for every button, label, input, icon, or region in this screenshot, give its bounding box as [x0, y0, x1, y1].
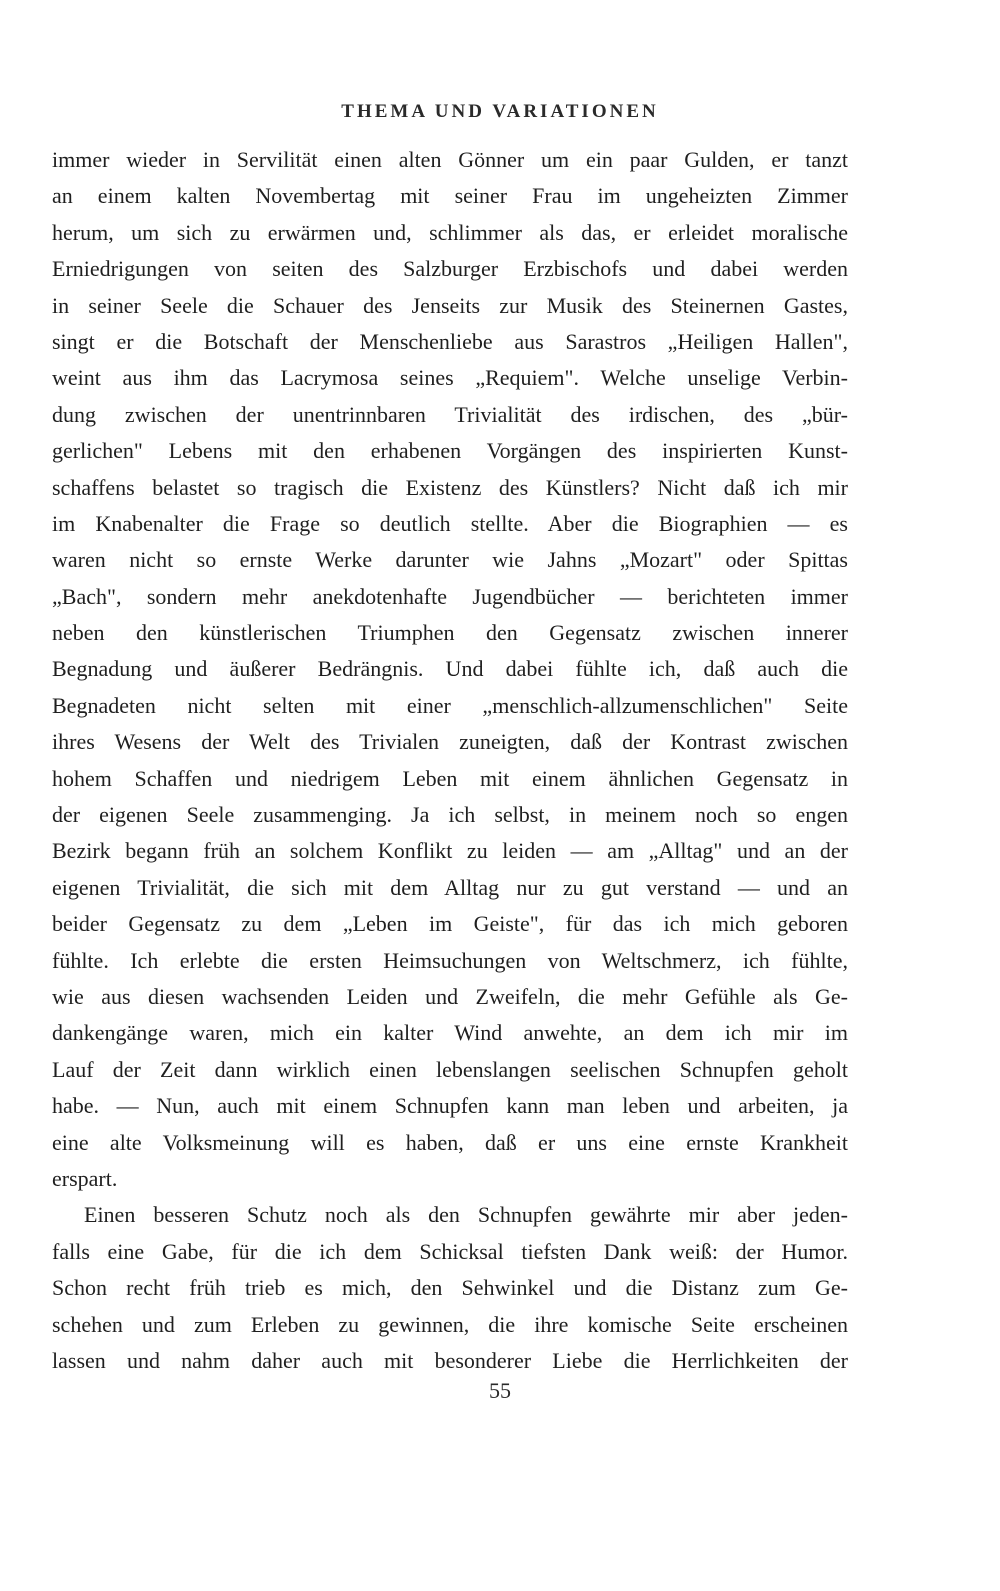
- text-line: an einem kalten Novembertag mit seiner Frau im ungeheizten Zimmer: [52, 183, 848, 209]
- text-line: Begnadeten nicht selten mit einer „menschlich-allzumenschlichen" Seite: [52, 692, 848, 718]
- text-line: schehen und zum Erleben zu gewinnen, die ihre komische Seite erscheinen: [52, 1311, 848, 1337]
- text-line: falls eine Gabe, für die ich dem Schicksal tiefsten Dank weiß: der Humor.: [52, 1238, 848, 1264]
- text-line: fühlte. Ich erlebte die ersten Heimsuchungen von Weltschmerz, ich fühlte,: [52, 947, 848, 973]
- text-line: schaffens belastet so tragisch die Existenz des Künstlers? Nicht daß ich mir: [52, 474, 848, 500]
- page-number: 55: [489, 1378, 511, 1403]
- text-line: eigenen Trivialität, die sich mit dem Alltag nur zu gut verstand — und an: [52, 874, 848, 900]
- text-line: lassen und nahm daher auch mit besonderer Liebe die Herrlichkeiten der: [52, 1347, 848, 1373]
- text-line: „Bach", sondern mehr anekdotenhafte Jugendbücher — berichteten immer: [52, 583, 848, 609]
- text-line: Begnadung und äußerer Bedrängnis. Und dabei fühlte ich, daß auch die: [52, 656, 848, 682]
- text-line: dankengänge waren, mich ein kalter Wind anwehte, an dem ich mir im: [52, 1020, 848, 1046]
- text-line: Schon recht früh trieb es mich, den Sehwinkel und die Distanz zum Ge-: [52, 1275, 848, 1301]
- text-line: eine alte Volksmeinung will es haben, daß er uns eine ernste Krankheit: [52, 1129, 848, 1155]
- text-line: Erniedrigungen von seiten des Salzburger Erzbischofs und dabei werden: [52, 256, 848, 282]
- text-line: gerlichen" Lebens mit den erhabenen Vorgängen des inspirierten Kunst-: [52, 438, 848, 464]
- text-line: Lauf der Zeit dann wirklich einen lebenslangen seelischen Schnupfen geholt: [52, 1056, 848, 1082]
- running-head: THEMA UND VARIATIONEN: [341, 101, 659, 122]
- text-line: beider Gegensatz zu dem „Leben im Geiste", für das ich mich geboren: [52, 911, 848, 937]
- text-line: habe. — Nun, auch mit einem Schnupfen kann man leben und arbeiten, ja: [52, 1093, 848, 1119]
- text-line: ihres Wesens der Welt des Trivialen zuneigten, daß der Kontrast zwischen: [52, 729, 848, 755]
- text-line: weint aus ihm das Lacrymosa seines „Requiem". Welche unselige Verbin-: [52, 365, 848, 391]
- text-line: herum, um sich zu erwärmen und, schlimmer als das, er erleidet moralische: [52, 219, 848, 245]
- text-line: wie aus diesen wachsenden Leiden und Zweifeln, die mehr Gefühle als Ge-: [52, 983, 848, 1009]
- text-line: in seiner Seele die Schauer des Jenseits zur Musik des Steinernen Gastes,: [52, 292, 848, 318]
- paragraph-end-line: erspart.: [52, 1165, 118, 1191]
- text-line: singt er die Botschaft der Menschenliebe aus Sarastros „Heiligen Hallen",: [52, 328, 848, 354]
- text-line: hohem Schaffen und niedrigem Leben mit einem ähnlichen Gegensatz in: [52, 765, 848, 791]
- text-line: der eigenen Seele zusammenging. Ja ich selbst, in meinem noch so engen: [52, 802, 848, 828]
- text-line: immer wieder in Servilität einen alten Gönner um ein paar Gulden, er tanzt: [52, 147, 848, 172]
- text-line: Bezirk begann früh an solchem Konflikt zu leiden — am „Alltag" und an der: [52, 838, 848, 864]
- text-line: neben den künstlerischen Triumphen den Gegensatz zwischen innerer: [52, 620, 848, 646]
- body-text: [52, 142, 848, 1379]
- text-line: im Knabenalter die Frage so deutlich stellte. Aber die Biographien — es: [52, 510, 848, 536]
- text-line: waren nicht so ernste Werke darunter wie Jahns „Mozart" oder Spittas: [52, 547, 848, 573]
- paragraph-start-line: Einen besseren Schutz noch als den Schnupfen gewährte mir aber jeden-: [84, 1202, 848, 1228]
- text-line: dung zwischen der unentrinnbaren Trivialität des irdischen, des „bür-: [52, 401, 848, 427]
